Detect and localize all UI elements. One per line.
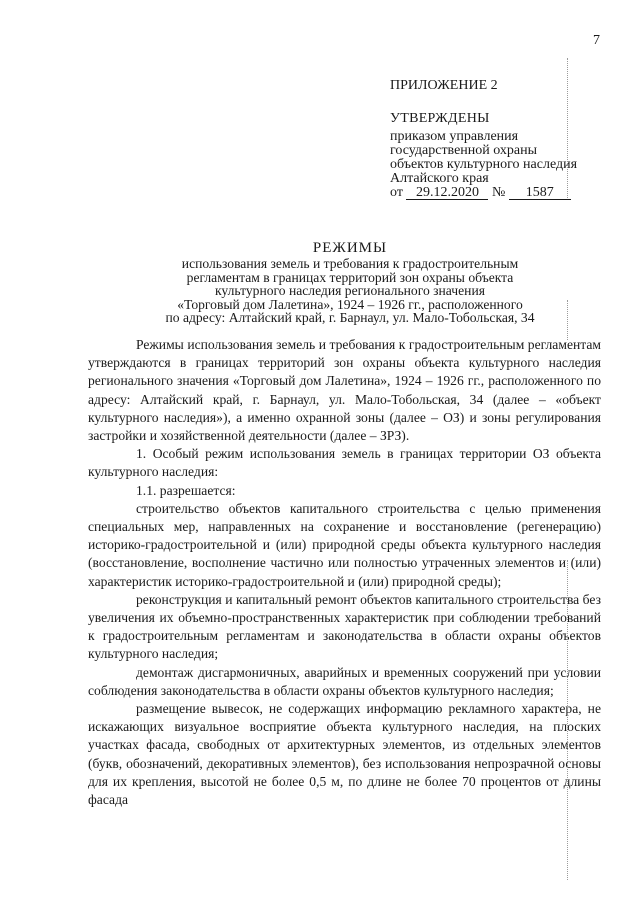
approval-heading: УТВЕРЖДЕНЫ [390, 111, 490, 126]
body-paragraph: Режимы использования земель и требования к градостроительным регламентам утверждаются в границах территорий зон охраны объекта культурного наследия регионального значения «Торговый дом Лалетина», 1924 – 1926 гг., расположенного по адресу: Алтайский край, г. Барнаул, ул. Мало-Тобольская, 34 (далее – «объект культурного наследия»), а именно охранной зоны (далее – ОЗ) и зоны регулирования застройки и хозяйственной деятельности (далее – ЗРЗ). [88, 337, 601, 444]
subtitle-line: культурного наследия регионального значения [215, 283, 485, 298]
scan-dotted-line [567, 560, 568, 880]
body-paragraph: 1. Особый режим использования земель в границах территории ОЗ объекта культурного наследия: [88, 446, 601, 480]
appendix-label: ПРИЛОЖЕНИЕ 2 [390, 78, 498, 93]
approval-block [390, 112, 577, 200]
body-paragraph: размещение вывесок, не содержащих информацию рекламного характера, не искажающих визуальное восприятие объекта культурного наследия, на плоских участках фасада, свободных от архитектурных элементов, из отдельных элементов (букв, обозначений, декоративных элементов), без использования непрозрачной основы для их крепления, высотой не более 0,5 м, по длине не более 70 процентов от длины фасада [88, 701, 601, 808]
approval-date-line [390, 186, 577, 200]
number-sign: № [491, 185, 506, 200]
date-prefix: от [390, 185, 403, 200]
subtitle-line: по адресу: Алтайский край, г. Барнаул, ул. Мало-Тобольская, 34 [165, 310, 535, 325]
approval-date: 29.12.2020 [406, 186, 488, 200]
approval-line: государственной охраны [390, 143, 538, 158]
subtitle-line: «Торговый дом Лалетина», 1924 – 1926 гг., расположенного [177, 296, 523, 312]
document-subtitle [130, 257, 570, 325]
body-paragraph: строительство объектов капитального строительства с целью применения специальных мер, направленных на сохранение и восстановление (регенерацию) историко-градостроительной и (или) природной среды объекта культурного наследия (восстановление, восполнение частично или полностью утраченных элементов и (или) характеристик историко-градостроительной и (или) природной среды); [88, 500, 601, 589]
document-body [88, 336, 601, 809]
document-title: РЕЖИМЫ [312, 240, 388, 256]
subtitle-line: регламентам в границах территорий зон охраны объекта [186, 269, 514, 285]
subtitle-line: использования земель и требования к градостроительным [181, 256, 519, 271]
scan-dotted-line [567, 300, 568, 340]
body-paragraph: 1.1. разрешается: [136, 482, 236, 498]
approval-line: приказом управления [390, 129, 519, 144]
body-paragraph: демонтаж дисгармоничных, аварийных и временных сооружений при условии соблюдения законодательства в области охраны объектов культурного наследия; [88, 664, 601, 698]
approval-number: 1587 [509, 186, 571, 200]
scan-dotted-line [567, 58, 568, 198]
approval-line: объектов культурного наследия [390, 157, 578, 172]
body-paragraph: реконструкция и капитальный ремонт объектов капитального строительства без увеличения их объемно-пространственных характеристик при соблюдении требований к градостроительным регламентам и законодательства в области охраны объектов культурного наследия; [88, 591, 601, 662]
approval-line: Алтайского края [390, 171, 489, 186]
page-number: 7 [593, 33, 600, 48]
